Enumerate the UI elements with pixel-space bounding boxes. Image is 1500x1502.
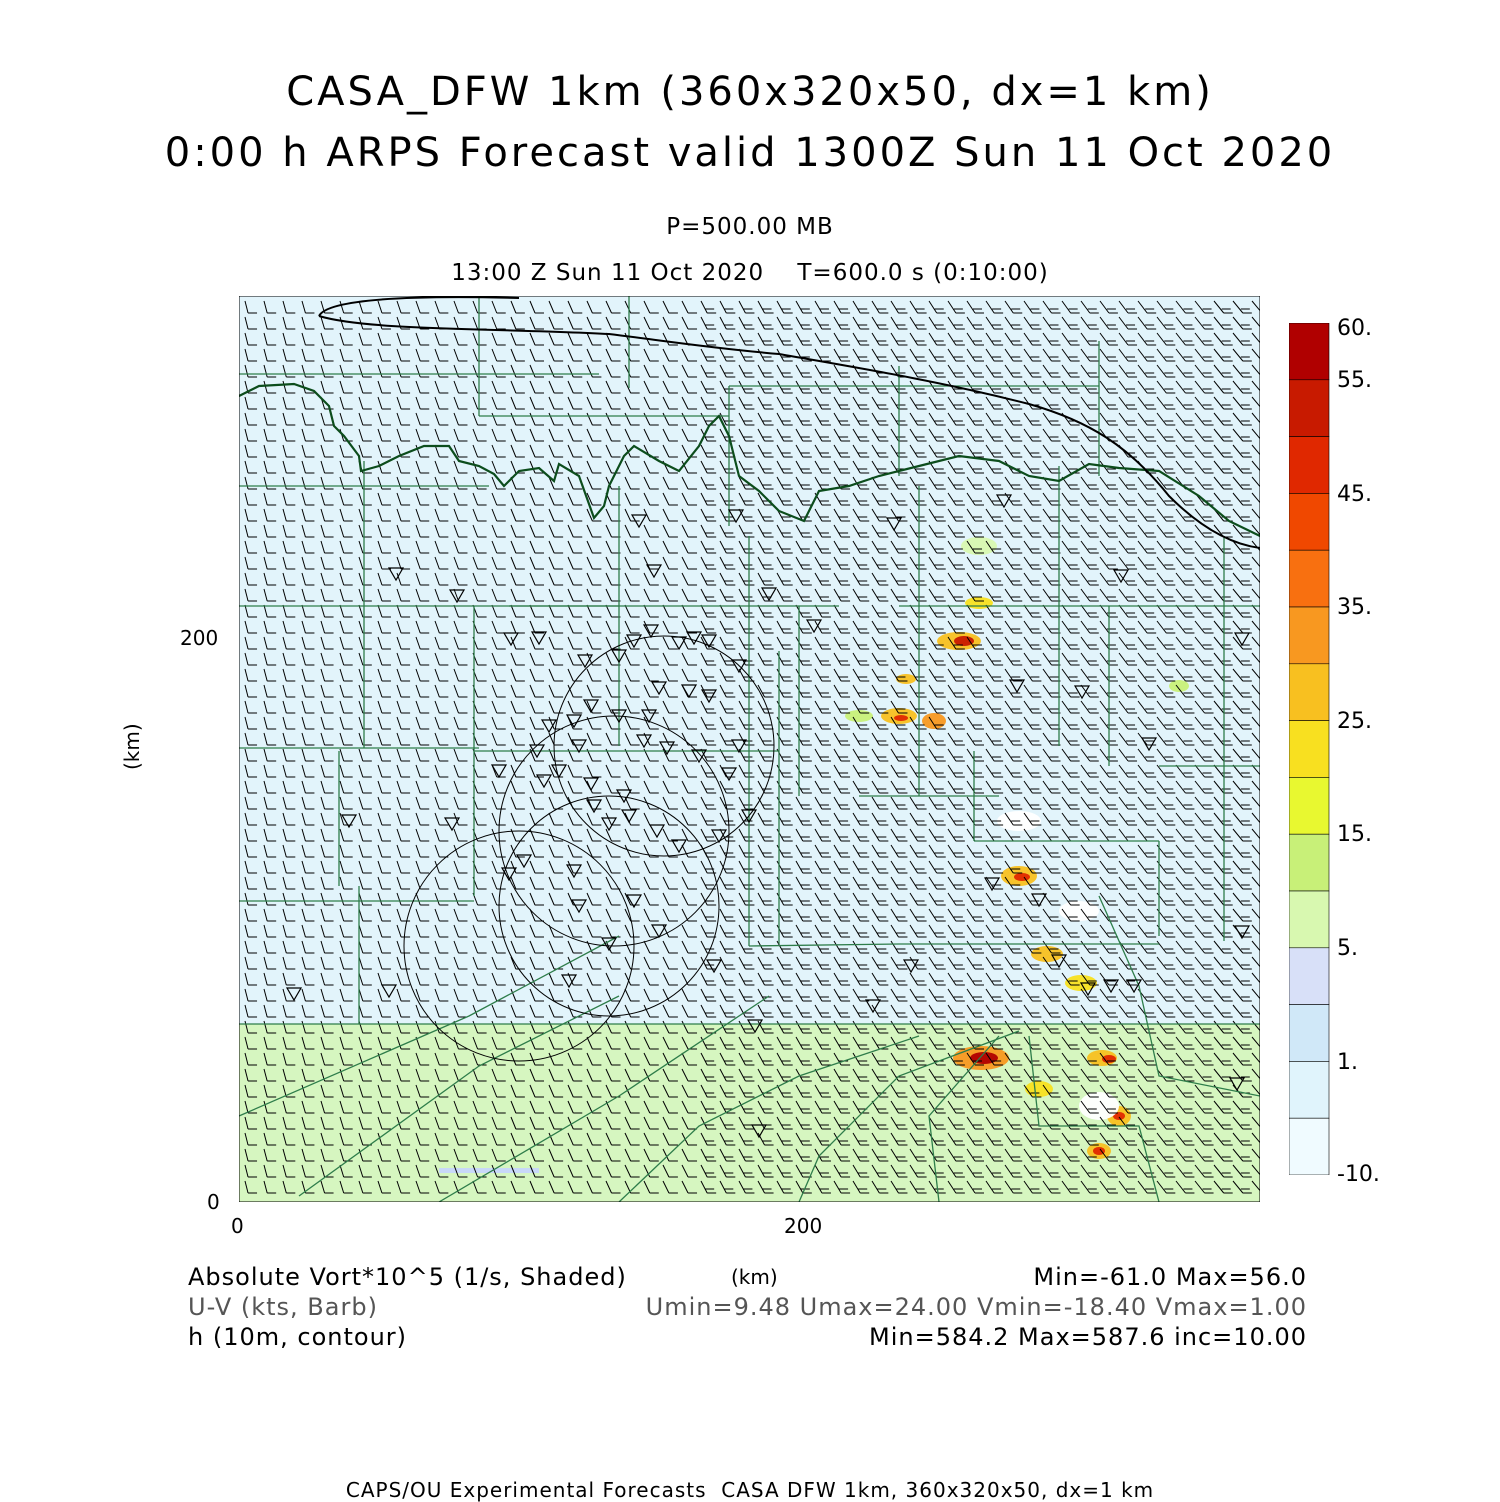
colorbar-cell <box>1289 1005 1329 1062</box>
colorbar-cell <box>1289 607 1329 664</box>
colorbar-cell <box>1289 834 1329 891</box>
colorbar-label-5: 5. <box>1337 936 1358 961</box>
colorbar-label-1: 1. <box>1337 1050 1358 1075</box>
title-line-2: 0:00 h ARPS Forecast valid 1300Z Sun 11 Oct 2020 <box>164 130 1336 176</box>
footer-credit: CAPS/OU Experimental Forecasts CASA DFW 1km, 360x320x50, dx=1 km <box>345 1478 1155 1502</box>
colorbar-cell <box>1289 437 1329 494</box>
vorticity-patch <box>1014 873 1030 881</box>
legend-stats-vorticity: Min=-61.0 Max=56.0 <box>1033 1263 1307 1291</box>
colorbar-cell <box>1289 323 1329 380</box>
x-axis-label: (km) <box>731 1265 778 1289</box>
colorbar-cell <box>1289 1118 1329 1175</box>
y-tick-200: 200 <box>180 626 219 650</box>
vorticity-map <box>239 296 1260 1202</box>
vorticity-patch <box>922 713 946 729</box>
x-tick-0: 0 <box>231 1214 244 1238</box>
legend-field-wind: U-V (kts, Barb) <box>188 1293 378 1321</box>
colorbar-cell <box>1289 493 1329 550</box>
colorbar-cell <box>1289 664 1329 721</box>
colorbar-label-minus10: -10. <box>1337 1162 1380 1187</box>
legend-field-vorticity: Absolute Vort*10^5 (1/s, Shaded) <box>188 1263 627 1291</box>
colorbar-label-55: 55. <box>1337 368 1372 393</box>
colorbar-cell <box>1289 380 1329 437</box>
colorbar-cell <box>1289 1061 1329 1118</box>
vorticity-patch <box>1169 680 1189 692</box>
vorticity-patch <box>894 715 908 721</box>
vorticity-patch <box>1031 946 1063 962</box>
vorticity-patch <box>1059 901 1099 921</box>
legend-stats-wind: Umin=9.48 Umax=24.00 Vmin=-18.40 Vmax=1.00 <box>645 1293 1307 1321</box>
colorbar-label-60: 60. <box>1337 316 1372 341</box>
vorticity-patch <box>896 674 916 684</box>
vorticity-patch <box>961 537 997 555</box>
y-tick-0: 0 <box>207 1190 220 1214</box>
colorbar <box>1289 323 1331 1175</box>
colorbar-cell <box>1289 550 1329 607</box>
colorbar-label-35: 35. <box>1337 595 1372 620</box>
time-label: 13:00 Z Sun 11 Oct 2020 T=600.0 s (0:10:00) <box>451 260 1049 286</box>
colorbar-label-15: 15. <box>1337 822 1372 847</box>
vorticity-patch <box>965 597 993 609</box>
colorbar-cell <box>1289 777 1329 834</box>
title-line-1: CASA_DFW 1km (360x320x50, dx=1 km) <box>286 69 1214 115</box>
level-label: P=500.00 MB <box>666 214 834 240</box>
colorbar-cell <box>1289 891 1329 948</box>
y-axis-label: (km) <box>120 723 144 770</box>
legend-field-height: h (10m, contour) <box>188 1323 408 1351</box>
colorbar-label-45: 45. <box>1337 482 1372 507</box>
colorbar-label-25: 25. <box>1337 709 1372 734</box>
x-tick-200: 200 <box>784 1214 823 1238</box>
vorticity-patch <box>1025 1081 1053 1097</box>
colorbar-cell <box>1289 948 1329 1005</box>
colorbar-cell <box>1289 721 1329 778</box>
legend-stats-height: Min=584.2 Max=587.6 inc=10.00 <box>869 1323 1307 1351</box>
